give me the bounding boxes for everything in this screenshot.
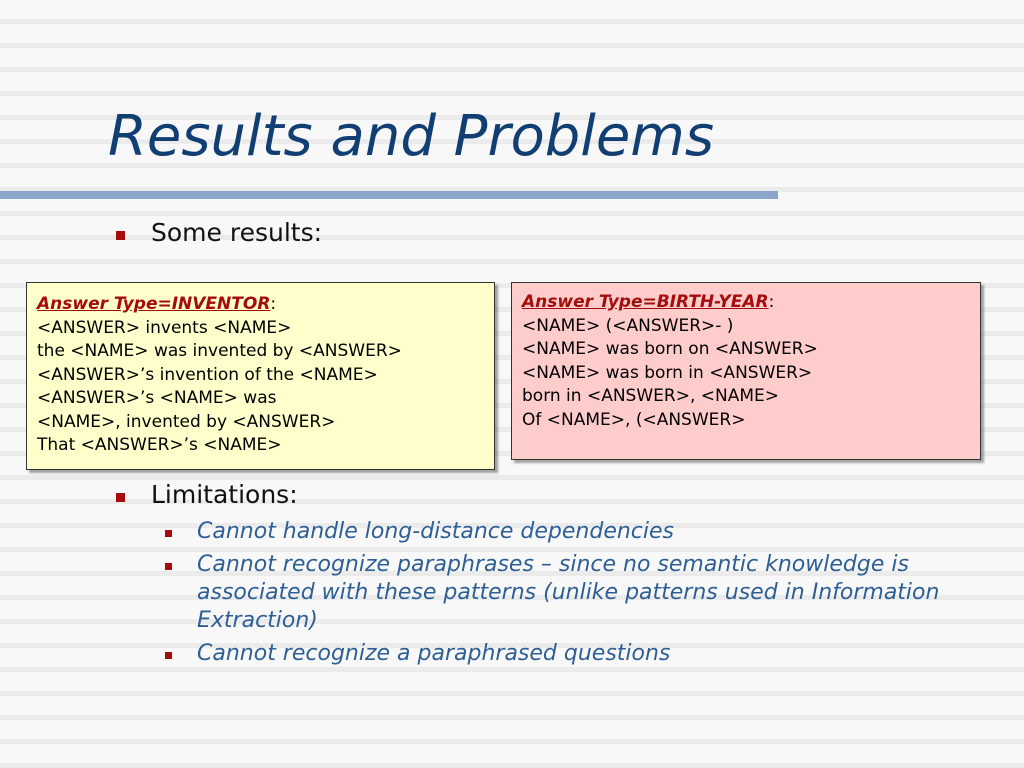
birth-year-box-colon: : [768, 292, 775, 312]
limitation-item: Cannot recognize a paraphrased questions [197, 641, 671, 666]
inventor-pattern-line: That <ANSWER>’s <NAME> [37, 435, 282, 455]
birth-year-pattern-line: Of <NAME>, (<ANSWER> [522, 409, 746, 430]
birth-year-box-heading: Answer Type=BIRTH-YEAR [522, 292, 769, 312]
slide-title: Results and Problems [108, 104, 715, 169]
inventor-pattern-line: <ANSWER>’s invention of the <NAME> [37, 364, 378, 385]
inventor-box-heading: Answer Type=INVENTOR [37, 294, 271, 314]
birth-year-pattern-line: born in <ANSWER>, <NAME> [522, 386, 780, 406]
inventor-box-colon: : [270, 294, 277, 314]
birth-year-pattern-line: <NAME> was born on <ANSWER> [522, 339, 818, 359]
inventor-box-header [37, 293, 484, 317]
birth-year-pattern-line: <NAME> was born in <ANSWER> [522, 362, 813, 383]
inventor-pattern-line: <ANSWER> invents <NAME> [37, 317, 292, 338]
bullet-limitations: Limitations: [151, 480, 298, 509]
limitation-item: Cannot handle long-distance dependencies [197, 519, 675, 544]
inventor-pattern-line: the <NAME> was invented by <ANSWER> [37, 341, 402, 361]
sub-bullet-square-icon [165, 652, 172, 659]
birth-year-pattern-line: <NAME> (<ANSWER>- ) [522, 315, 734, 336]
bullet-square-icon [116, 231, 125, 240]
birth-year-box-header [522, 291, 970, 315]
bullet-some-results: Some results: [151, 218, 323, 247]
birth-year-pattern-box [511, 282, 981, 460]
inventor-pattern-box [26, 282, 495, 470]
limitation-item: Cannot recognize paraphrases – since no semantic knowledge is associated with these patterns (unlike patterns used in Information Extraction) [197, 552, 940, 633]
title-divider [0, 191, 778, 199]
bullet-square-icon [116, 493, 125, 502]
inventor-pattern-line: <NAME>, invented by <ANSWER> [37, 411, 336, 432]
sub-bullet-square-icon [165, 563, 172, 570]
inventor-pattern-line: <ANSWER>’s <NAME> was [37, 388, 277, 408]
sub-bullet-square-icon [165, 530, 172, 537]
